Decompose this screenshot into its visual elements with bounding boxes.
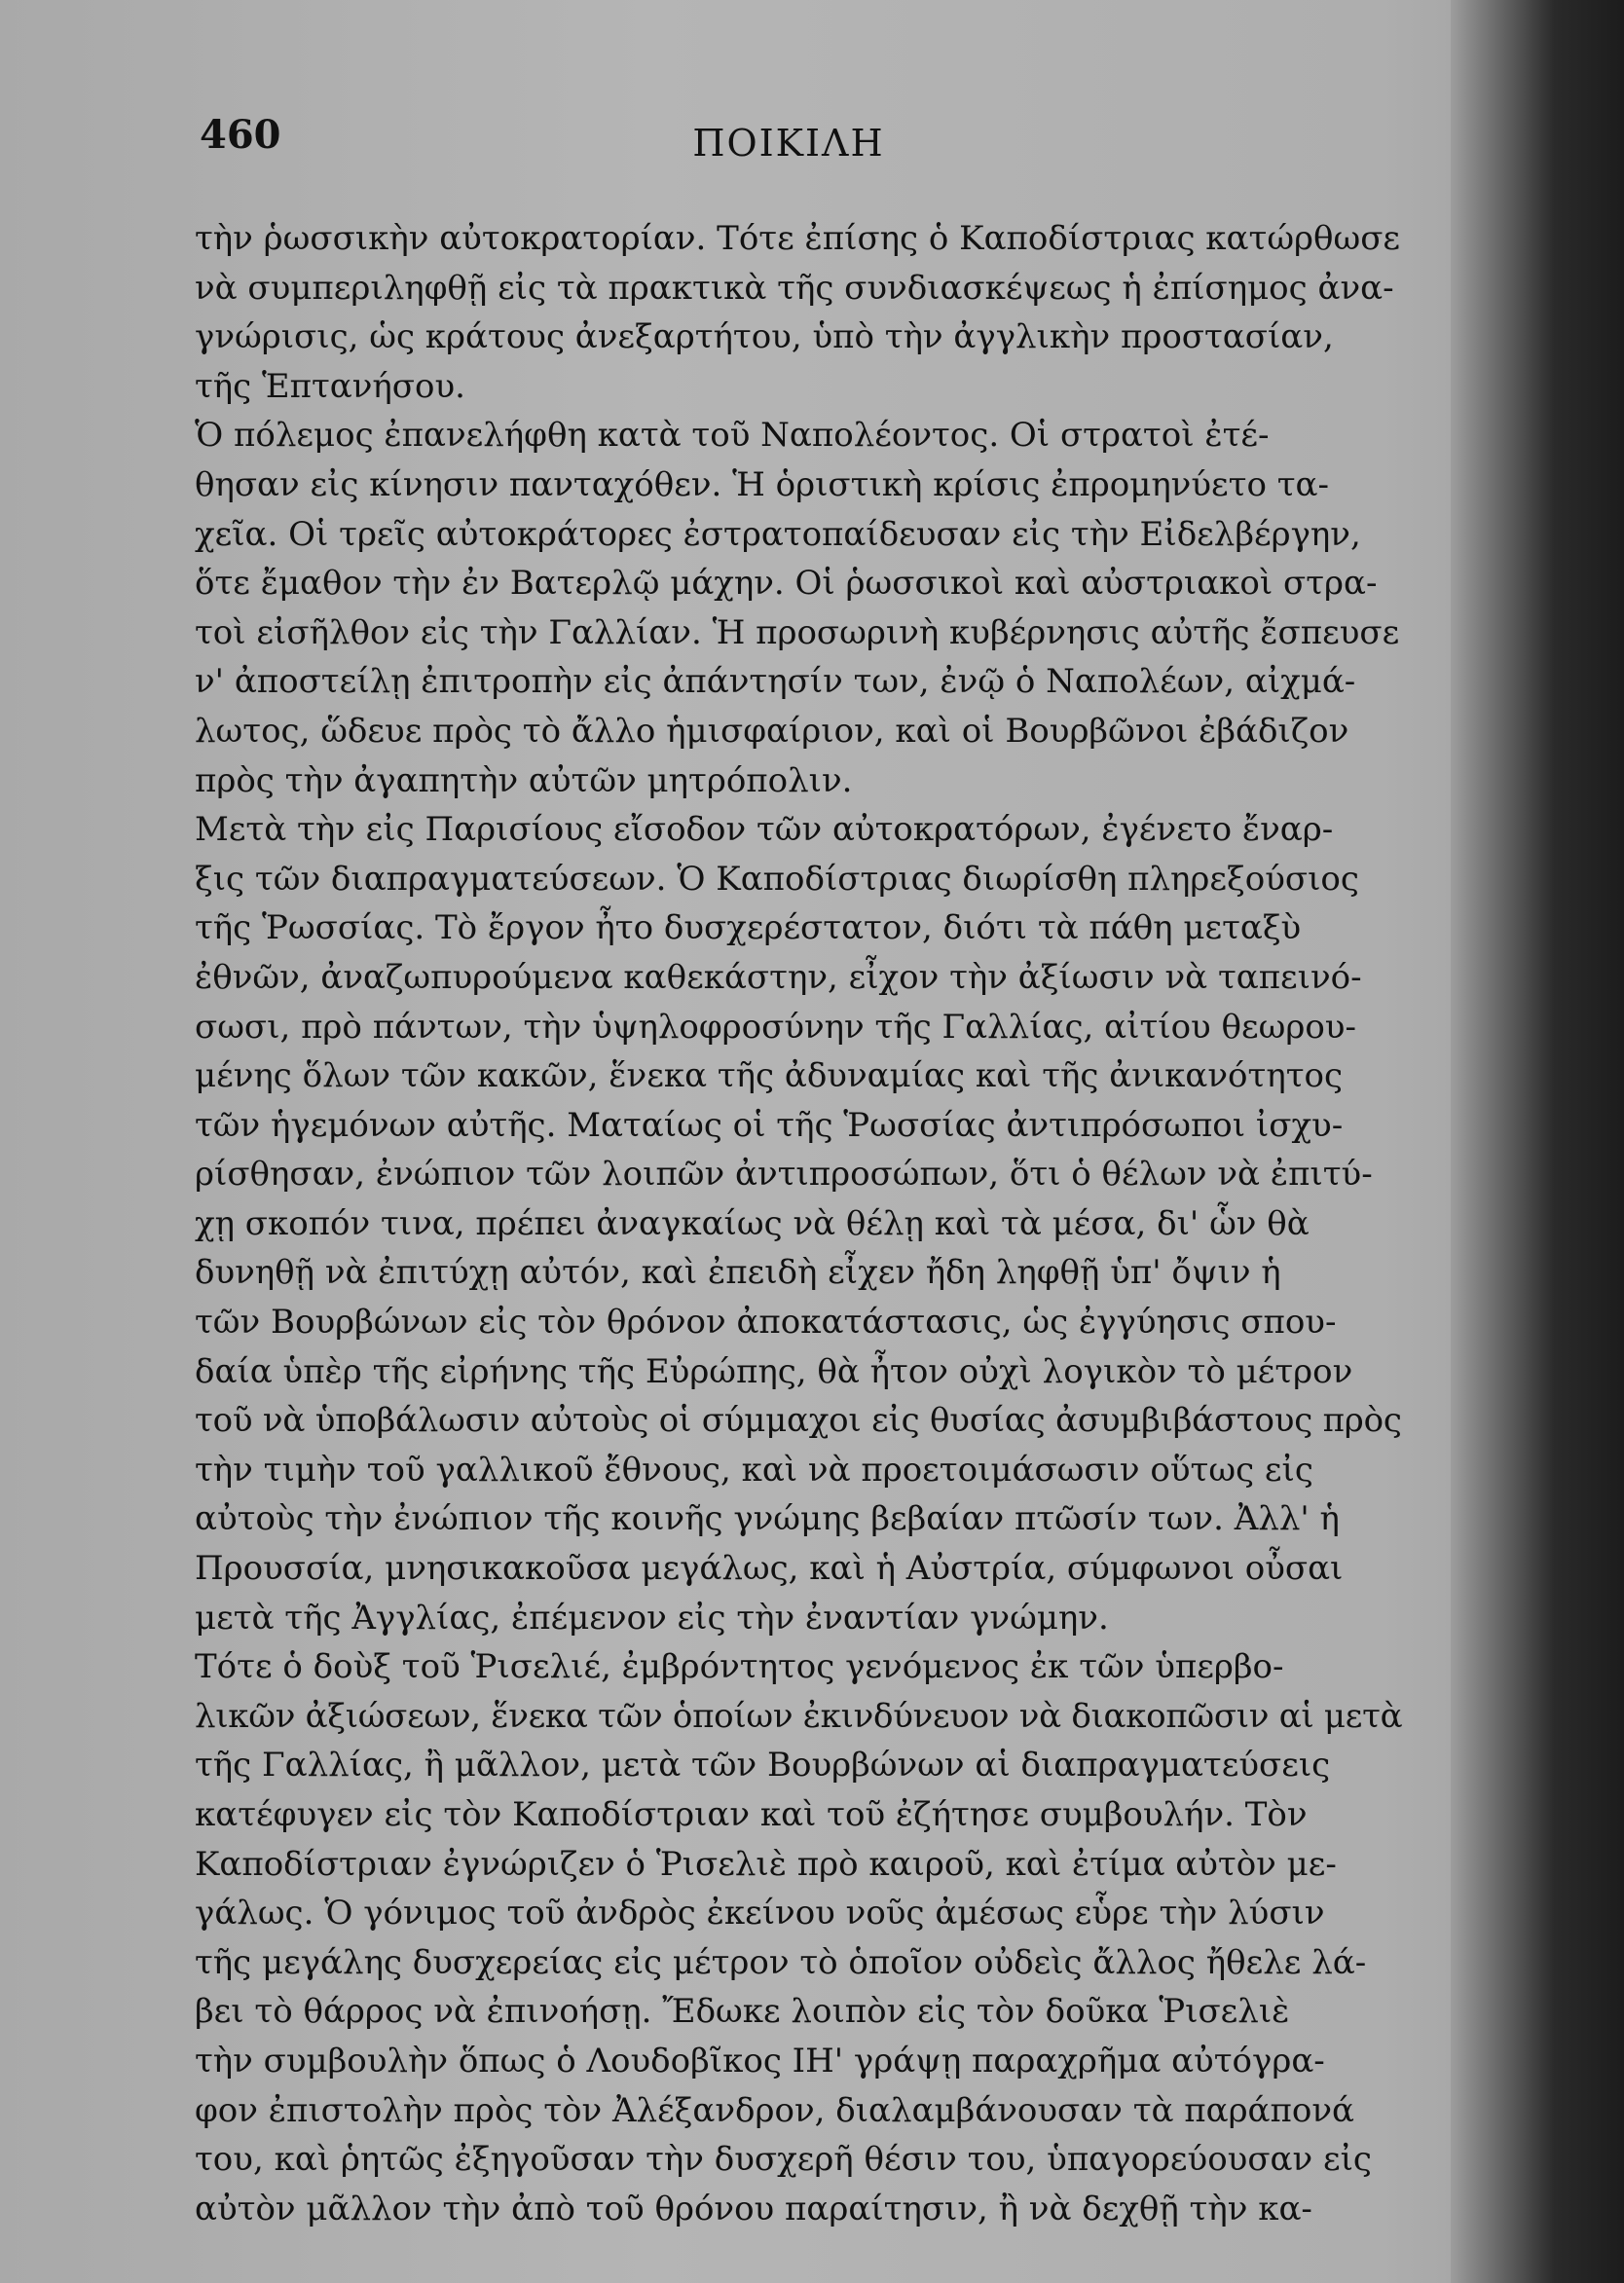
text-line: φον ἐπιστολὴν πρὸς τὸν Ἀλέξανδρον, διαλαμβάνουσαν τὰ παράπονά xyxy=(195,2090,1354,2130)
text-line: τὴν τιμὴν τοῦ γαλλικοῦ ἔθνους, καὶ νὰ προετοιμάσωσιν οὕτως εἰς xyxy=(195,1450,1313,1490)
text-line: Προυσσία, μνησικακοῦσα μεγάλως, καὶ ἡ Αὐστρία, σύμφωνοι οὖσαι xyxy=(195,1549,1344,1589)
text-line: πρὸς τὴν ἀγαπητὴν αὐτῶν μητρόπολιν. xyxy=(195,760,853,800)
page-header xyxy=(156,107,1421,185)
text-line: μένης ὅλων τῶν κακῶν, ἕνεκα τῆς ἀδυναμίας καὶ τῆς ἀνικανότητος xyxy=(195,1056,1344,1096)
text-line: ξις τῶν διαπραγματεύσεων. Ὁ Καποδίστριας διωρίσθη πληρεξούσιος xyxy=(195,859,1359,899)
text-line: αὐτὸν μᾶλλον τὴν ἀπὸ τοῦ θρόνου παραίτησιν, ἢ νὰ δεχθῇ τὴν κα- xyxy=(195,2189,1312,2228)
book-page xyxy=(156,107,1421,2249)
text-line: τὴν συμβουλὴν ὅπως ὁ Λουδοβῖκος ΙΗ' γράψῃ παραχρῆμα αὐτόγρα- xyxy=(195,2041,1325,2080)
text-line: μετὰ τῆς Ἀγγλίας, ἐπέμενον εἰς τὴν ἐναντίαν γνώμην. xyxy=(195,1598,1109,1638)
text-line: τῆς μεγάλης δυσχερείας εἰς μέτρον τὸ ὁποῖον οὐδεὶς ἄλλος ἤθελε λά- xyxy=(195,1942,1367,1982)
text-line: γάλως. Ὁ γόνιμος τοῦ ἀνδρὸς ἐκείνου νοῦς ἀμέσως εὗρε τὴν λύσιν xyxy=(195,1894,1325,1933)
text-line: Τότε ὁ δοὺξ τοῦ Ῥισελιέ, ἐμβρόντητος γενόμενος ἐκ τῶν ὑπερβο- xyxy=(195,1647,1284,1687)
text-line: τὴν ῥωσσικὴν αὐτοκρατορίαν. Τότε ἐπίσης ὁ Καποδίστριας κατώρθωσε xyxy=(195,219,1401,258)
text-line: Μετὰ τὴν εἰς Παρισίους εἴσοδον τῶν αὐτοκρατόρων, ἐγένετο ἔναρ- xyxy=(195,810,1334,850)
running-title: ΠΟΙΚΙΛΗ xyxy=(692,122,885,165)
text-line: λικῶν ἀξιώσεων, ἕνεκα τῶν ὁποίων ἐκινδύνευον νὰ διακοπῶσιν αἱ μετὰ xyxy=(195,1696,1402,1736)
text-line: χεῖα. Οἱ τρεῖς αὐτοκράτορες ἐστρατοπαίδευσαν εἰς τὴν Εἰδελβέργην, xyxy=(195,514,1361,554)
body-text xyxy=(195,214,1402,2233)
text-line: ἐθνῶν, ἀναζωπυρούμενα καθεκάστην, εἶχον τὴν ἀξίωσιν νὰ ταπεινό- xyxy=(195,957,1362,997)
text-line: τῆς Γαλλίας, ἢ μᾶλλον, μετὰ τῶν Βουρβώνων αἱ διαπραγματεύσεις xyxy=(195,1746,1331,1786)
text-line: βει τὸ θάρρος νὰ ἐπινοήσῃ. Ἔδωκε λοιπὸν εἰς τὸν δοῦκα Ῥισελιὲ xyxy=(195,1992,1290,2032)
text-line: ρίσθησαν, ἐνώπιον τῶν λοιπῶν ἀντιπροσώπων, ὅτι ὁ θέλων νὰ ἐπιτύ- xyxy=(195,1155,1373,1195)
text-line: Καποδίστριαν ἐγνώριζεν ὁ Ῥισελιὲ πρὸ καιροῦ, καὶ ἐτίμα αὐτὸν με- xyxy=(195,1844,1337,1884)
text-line: δαία ὑπὲρ τῆς εἰρήνης τῆς Εὐρώπης, θὰ ἦτον οὐχὶ λογικὸν τὸ μέτρον xyxy=(195,1351,1353,1391)
text-line: αὐτοὺς τὴν ἐνώπιον τῆς κοινῆς γνώμης βεβαίαν πτῶσίν των. Ἀλλ' ἡ xyxy=(195,1499,1340,1539)
text-line: λωτος, ὥδευε πρὸς τὸ ἄλλο ἡμισφαίριον, καὶ οἱ Βουρβῶνοι ἐβάδιζον xyxy=(195,711,1349,751)
text-line: τῆς Ἑπτανήσου. xyxy=(195,366,465,406)
text-line: τῶν Βουρβώνων εἰς τὸν θρόνον ἀποκατάστασις, ὡς ἐγγύησις σπου- xyxy=(195,1303,1337,1343)
text-line: χῃ σκοπόν τινα, πρέπει ἀναγκαίως νὰ θέλῃ καὶ τὰ μέσα, δι' ὧν θὰ xyxy=(195,1203,1310,1243)
text-line: γνώρισις, ὡς κράτους ἀνεξαρτήτου, ὑπὸ τὴν ἀγγλικὴν προστασίαν, xyxy=(195,317,1334,357)
text-line: κατέφυγεν εἰς τὸν Καποδίστριαν καὶ τοῦ ἐζήτησε συμβουλήν. Τὸν xyxy=(195,1795,1308,1834)
text-line: του, καὶ ῥητῶς ἐξηγοῦσαν τὴν δυσχερῆ θέσιν του, ὑπαγορεύουσαν εἰς xyxy=(195,2140,1372,2180)
text-line: Ὁ πόλεμος ἐπανελήφθη κατὰ τοῦ Ναπολέοντος. Οἱ στρατοὶ ἐτέ- xyxy=(195,416,1270,456)
text-line: τῶν ἡγεμόνων αὐτῆς. Ματαίως οἱ τῆς Ῥωσσίας ἀντιπρόσωποι ἰσχυ- xyxy=(195,1105,1344,1145)
text-line: τοὶ εἰσῆλθον εἰς τὴν Γαλλίαν. Ἡ προσωρινὴ κυβέρνησις αὐτῆς ἔσπευσε xyxy=(195,612,1400,652)
text-line: δυνηθῇ νὰ ἐπιτύχῃ αὐτόν, καὶ ἐπειδὴ εἶχεν ἤδη ληφθῇ ὑπ' ὄψιν ἡ xyxy=(195,1253,1281,1293)
text-line: τῆς Ῥωσσίας. Τὸ ἔργον ἦτο δυσχερέστατον, διότι τὰ πάθη μεταξὺ xyxy=(195,908,1302,948)
book-binding-shadow xyxy=(1451,0,1624,2283)
page-number: 460 xyxy=(200,112,281,158)
text-line: σωσι, πρὸ πάντων, τὴν ὑψηλοφροσύνην τῆς Γαλλίας, αἰτίου θεωρου- xyxy=(195,1007,1356,1047)
text-line: θησαν εἰς κίνησιν πανταχόθεν. Ἡ ὁριστικὴ κρίσις ἐπρομηνύετο τα- xyxy=(195,464,1329,504)
text-line: ν' ἀποστείλῃ ἐπιτροπὴν εἰς ἀπάντησίν των, ἐνῷ ὁ Ναπολέων, αἰχμά- xyxy=(195,662,1356,702)
text-line: νὰ συμπεριληφθῇ εἰς τὰ πρακτικὰ τῆς συνδιασκέψεως ἡ ἐπίσημος ἀνα- xyxy=(195,268,1394,308)
text-line: τοῦ νὰ ὑποβάλωσιν αὐτοὺς οἱ σύμμαχοι εἰς θυσίας ἀσυμβιβάστους πρὸς xyxy=(195,1401,1402,1441)
text-line: ὅτε ἔμαθον τὴν ἐν Βατερλῷ μάχην. Οἱ ῥωσσικοὶ καὶ αὐστριακοὶ στρα- xyxy=(195,564,1378,604)
